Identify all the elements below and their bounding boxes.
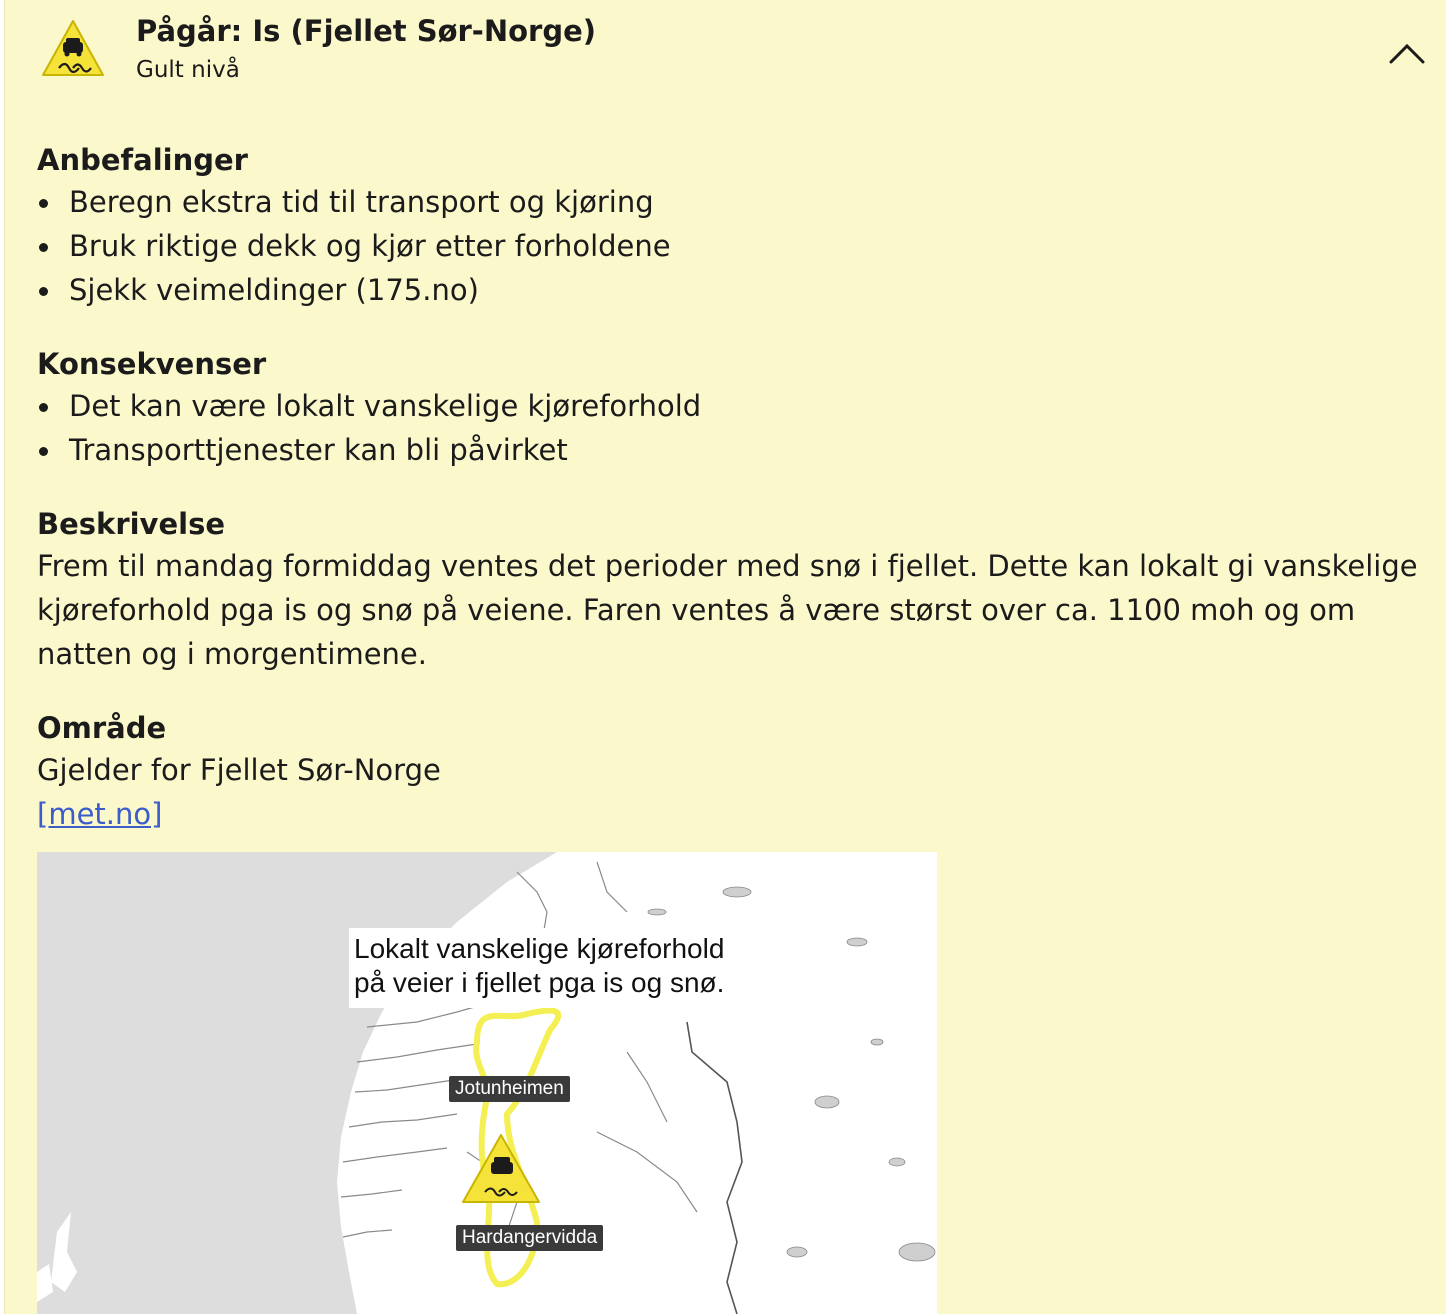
- chevron-up-icon[interactable]: [1385, 36, 1429, 72]
- warning-level: Gult nivå: [136, 57, 240, 83]
- list-item: Det kan være lokalt vanskelige kjøreforhold: [37, 384, 1437, 428]
- list-item: Sjekk veimeldinger (175.no): [37, 268, 1437, 312]
- slippery-road-warning-icon: [41, 18, 105, 78]
- consequences-list: [37, 384, 1437, 472]
- description-text: Frem til mandag formiddag ventes det perioder med snø i fjellet. Dette kan lokalt gi vanskelige kjøreforhold pga is og snø på veiene. Faren ventes å være størst over ca. 1100 moh og om natten og i morgentimene.: [37, 549, 1418, 671]
- list-item: Beregn ekstra tid til transport og kjøring: [37, 180, 1437, 224]
- warning-header[interactable]: [5, 0, 1446, 110]
- area-heading: Område: [37, 711, 167, 745]
- map-callout-line: Lokalt vanskelige kjøreforhold: [354, 933, 725, 964]
- map-callout-line: på veier i fjellet pga is og snø.: [354, 967, 725, 998]
- map-warning-icon: [463, 1135, 539, 1202]
- warning-map: [37, 852, 937, 1314]
- consequences-heading: Konsekvenser: [37, 347, 267, 381]
- list-item: Bruk riktige dekk og kjør etter forholdene: [37, 224, 1437, 268]
- list-item: Transporttjenester kan bli påvirket: [37, 428, 1437, 472]
- area-text: Gjelder for Fjellet Sør-Norge: [37, 753, 441, 787]
- warning-title: Pågår: Is (Fjellet Sør-Norge): [136, 14, 597, 48]
- warning-card: [4, 0, 1446, 1314]
- map-label-jotunheimen: Jotunheimen: [449, 1076, 570, 1102]
- recommendations-heading: Anbefalinger: [37, 143, 248, 177]
- map-label-hardangervidda: Hardangervidda: [456, 1225, 603, 1251]
- map-callout: [349, 928, 737, 1008]
- description-heading: Beskrivelse: [37, 507, 226, 541]
- recommendations-list: [37, 180, 1437, 312]
- warning-details: [37, 140, 1437, 836]
- met-no-link[interactable]: [met.no]: [37, 797, 163, 831]
